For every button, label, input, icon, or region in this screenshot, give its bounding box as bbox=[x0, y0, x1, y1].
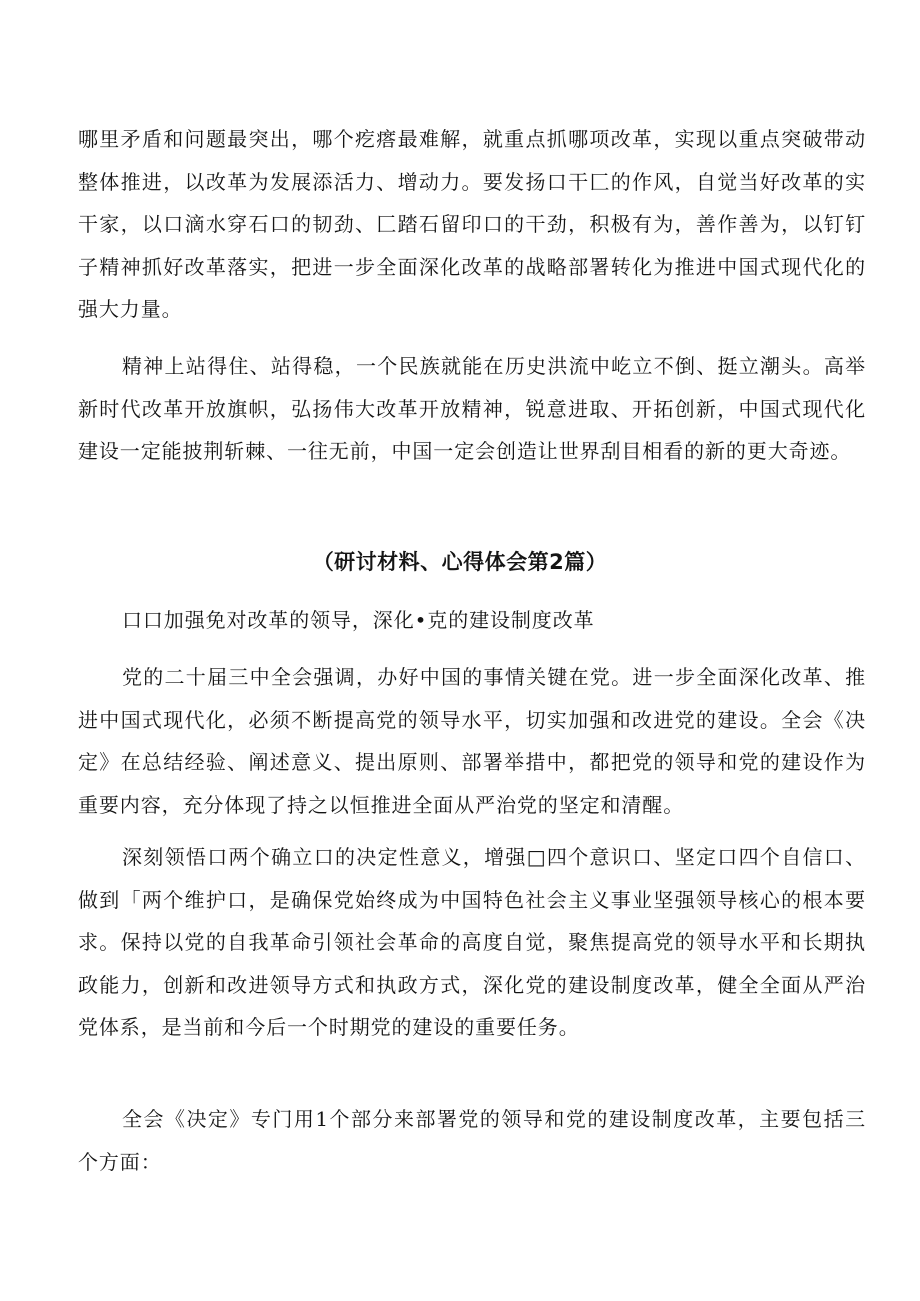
body-paragraph-2: 精神上站得住、站得稳，一个民族就能在历史洪流中屹立不倒、挺立潮头。高举新时代改革开放旗帜，弘扬伟大改革开放精神，锐意进取、开拓创新，中国式现代化建设一定能披荆斩棘、一往无前，中国一定会创造让世界刮目相看的新的更大奇迹。 bbox=[78, 354, 866, 463]
section-subtitle: 口口加强免对改革的领导，深化•克的建设制度改革 bbox=[122, 608, 595, 632]
body-paragraph-5: 全会《决定》专门用1个部分来部署党的领导和党的建设制度改革，主要包括三个方面： bbox=[78, 1107, 866, 1174]
body-paragraph-1: 哪里矛盾和问题最突出，哪个疙瘩最难解，就重点抓哪项改革，实现以重点突破带动整体推进，以改革为发展添活力、增动力。要发扬口干匚的作风，自觉当好改革的实干家，以口滴水穿石口的韧劲、匚踏石留印口的干劲，积极有为，善作善为，以钉钉子精神抓好改革落实，把进一步全面深化改革的战略部署转化为推进中国式现代化的强大力量。 bbox=[78, 127, 866, 321]
body-paragraph-4: 深刻领悟口两个确立口的决定性意义，增强□四个意识口、坚定口四个自信口、做到「两个维护口，是确保党始终成为中国特色社会主义事业坚强领导核心的根本要求。保持以党的自我革命引领社会革命的高度自觉，聚焦提高党的领导水平和长期执政能力，创新和改进领导方式和执政方式，深化党的建设制度改革，健全全面从严治党体系，是当前和今后一个时期党的建设的重要任务。 bbox=[78, 845, 866, 1039]
body-paragraph-3: 党的二十届三中全会强调，办好中国的事情关键在党。进一步全面深化改革、推进中国式现代化，必须不断提高党的领导水平，切实加强和改进党的建设。全会《决定》在总结经验、阐述意义、提出原则、部署举措中，都把党的领导和党的建设作为重要内容，充分体现了持之以恒推进全面从严治党的坚定和清醒。 bbox=[78, 665, 866, 817]
section-heading: （研讨材料、心得体会第2篇） bbox=[312, 550, 608, 574]
